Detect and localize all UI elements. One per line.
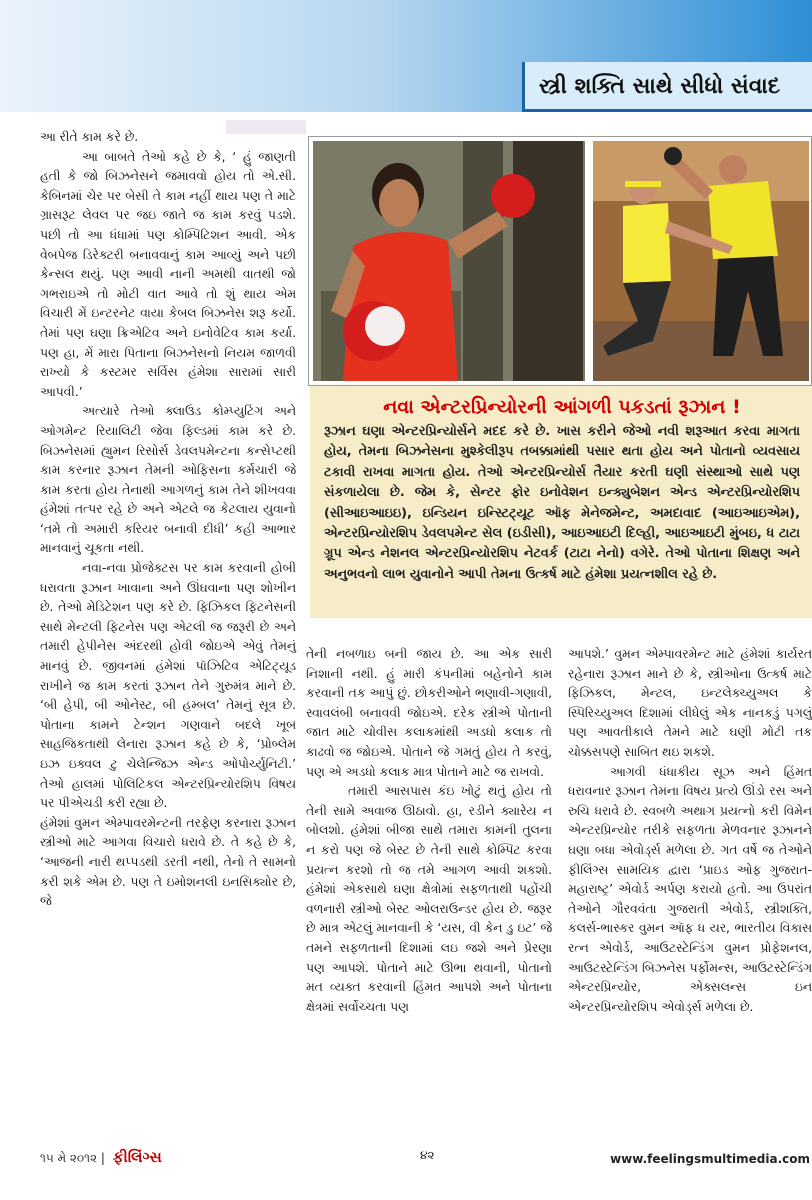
paragraph: તેની નબળાઇ બની જાય છે. આ એક સારી નિશાની નથી. હું મારી કંપનીમાં બહેનોને કામ કરવાની તક આપું છું. છોકરીઓને ભણાવી-ગણાવી, સ્વાવલંબી બનાવવી જોઇએ. દરેક સ્ત્રીએ પોતાની જાત માટે ચોવીસ કલાકમાંથી અડધો કલાક તો કાઢવો જ જોઇએ. પોતાને જે ગમતું હોય તે કરવું, પણ એ અડધો કલાક માત્ર પોતાને માટે જ રાખવો. xyxy=(306,647,552,779)
paragraph: તમારી આસપાસ કંઇ ખોટું થતું હોય તો તેની સામે અવાજ ઊઠાવો. હા, રડીને ક્યારેય ન બોલશો. હંમેશાં બીજા સાથે તમારા કામની તુલના ન કરો પણ જે બેસ્ટ છે તેની સાથે કોમ્પિટ કરવા પ્રયત્ન કરશો તો જ તમે આગળ આવી શકશો. હંમેશાં એકસાથે ઘણા ક્ષેત્રોમાં સફળતાથી પહોંચી વળનારી સ્ત્રીઓ બેસ્ટ ઓલરાઉન્ડર હોય છે. જરૂર છે માત્ર એટલું માનવાની કે ‘યસ, વી કેન ડુ ઇટ’ જે તમને સફળતાની દિશામાં લઇ જશે અને પ્રેરણા પણ આપશે. પોતાને માટે ઊભા થવાની, પોતાનો મત વ્યક્ત કરવાની હિંમત આપશે અને પોતાના ક્ષેત્રમાં સર્વોચ્ચતા પણ xyxy=(306,784,552,1014)
magazine-brand: ફીલિંગ્સ xyxy=(112,1148,162,1166)
photo-strip xyxy=(308,136,812,386)
paragraph: આગવી ધંધાકીય સૂઝ અને હિંમત ધરાવનાર રૂઝાન તેમના વિષય પ્રત્યે ઊંડો રસ અને રુચિ ધરાવે છે. સ્વબળે અથાગ પ્રયત્નો કરી વિમેન એન્ટરપ્રિન્યોર તરીકે સફળતા મેળવનાર રૂઝાનને ઘણા બધા એવોર્ડ્સ મળેલા છે. ગત વર્ષે જ તેઓને ફીલિંગ્સ સામયિક દ્વારા ‘પ્રાઇડ ઓફ ગુજરાત-મહારાષ્ટ્ર’ એવોર્ડ અર્પણ કરાયો હતો. આ ઉપરાંત તેઓને ગૌરવવંતા ગુજરાતી એવોર્ડ, સ્ત્રીશક્તિ, કલર્સ-ભાસ્કર વુમન ઑફ ધ યર, ભારતીય વિકાસ રત્ન એવોર્ડ, આઉટસ્ટેન્ડિંગ વુમન પ્રોફેશનલ, આઉટસ્ટેન્ડિંગ બિઝનેસ પર્ફોમન્સ, આઉટસ્ટેન્ડિંગ એન્ટરપ્રિન્યોર, એક્સલન્સ ઇન એન્ટરપ્રિન્યોરશિપ એવોર્ડ્સ મળેલા છે. xyxy=(568,764,812,1014)
paragraph: નવા-નવા પ્રોજેક્ટસ પર કામ કરવાની હોબી ધરાવતા રૂઝાન ખાવાના અને ઊંઘવાના પણ શોખીન છે. તેઓ મેડિટેશન પણ કરે છે. ફિઝિકલ ફિટનેસની સાથે મેન્ટલી ફિટનેસ પણ એટલી જ જરૂરી છે અને તમારી હેપીનેસ અંદરથી હોવી જોઇએ એવું તેમનું માનવું છે. જીવનમાં હંમેશાં પૉઝિટિવ એટિટ્યૂડ રાખીને જ કામ કરતાં રૂઝાન તેને ગુરુમંત્ર માને છે. ‘બી હેપી, બી ઓનેસ્ટ, બી હમ્બલ’ તેમનું સૂત્ર છે. પોતાના કામને ટેન્શન ગણવાને બદલે ખૂબ સાહજિકતાથી લેનારા રૂઝાન કહે છે કે, ‘પ્રોબ્લેમ ઇઝ ઇક્વલ ટુ ચેલેન્જિઝ એન્ડ ઓપોર્ચ્યુનિટી.’ તેઓ હાલમાં પોલિટિકલ એન્ટરપ્રિન્યોરશિપ વિષય પર પીએચડી કરી રહ્યા છે. xyxy=(40,561,296,811)
highlight-text: રૂઝાન ઘણા એન્ટરપ્રિન્યોર્સને મદદ કરે છે. ખાસ કરીને જેઓ નવી શરૂઆત કરવા માગતા હોય, તેમના બિઝનેસના મુશ્કેલીરૂપ તબક્કામાંથી પસાર થતા હોય અને પોતાનો વ્યવસાય ટકાવી રાખવા માગતા હોય. તેઓ એન્ટરપ્રિન્યોર્સ તૈયાર કરતી ઘણી સંસ્થાઓ સાથે પણ સંકળાયેલા છે. જેમ કે, સેન્ટર ફોર ઇનોવેશન ઇન્ક્યુબેશન એન્ડ એન્ટરપ્રિન્યોરશિપ (સીઆઇઆઇઇ), ઇન્ડિયન ઇન્સ્ટિટ્યૂટ ઑફ મેનેજમેન્ટ, અમદાવાદ (આઇઆઇએમ), એન્ટરપ્રિન્યોરશિપ ડેવલપમેન્ટ સેલ (ઇડીસી), આઇઆઇટી દિલ્હી, આઇઆઇટી મુંબઇ, ધ ટાટા ગ્રૂપ એન્ડ નેશનલ એન્ટરપ્રિન્યોરશિપ નેટવર્ક (ટાટા નેનો) વગેરે. તેઓ પોતાના શિક્ષણ અને અનુભવનો લાભ યુવાનોને આપી તેમના ઉત્કર્ષ માટે હંમેશા પ્રયત્નશીલ રહે છે. xyxy=(324,424,800,582)
paragraph: આ બાબતે તેઓ કહે છે કે, ‘ હું જાણતી હતી કે જો બિઝનેસને જમાવવો હોય તો એ.સી. કેબિનમાં ચેર પર બેસી તે કામ નહીં થાય પણ તે માટે ગ્રાસરૂટ લેવલ પર જઇ જાતે જ કામ કરવું પડશે. પછી તો આ ધંધામાં પણ કોમ્પિટિશન આવી. એક વેબપેજ ડિરેક્ટરી બનાવવાનું કામ આવ્યું અને પછી કેન્સલ થયું. પણ આવી નાની અમથી વાતથી જો ગભરાઇએ તો મોટી વાત આવે તો શું થાય એમ વિચારી મેં ઇન્ટરનેટ વાયા કેબલ બિઝનેસ શરૂ કર્યો. તેમાં પણ ઘણા ક્રિએટિવ અને ઇનોવેટિવ કામ કર્યા. પણ હા, મેં મારા પિતાના બિઝનેસનો નિયમ જાળવી રાખ્યો કે કસ્ટમર સર્વિસ હંમેશા સારામાં સારી આપવી.’ xyxy=(40,149,296,399)
sparring-pair-illustration xyxy=(593,141,809,381)
article-column-3 xyxy=(568,645,812,1017)
article-column-1 xyxy=(40,128,296,912)
paragraph: આપશે.’ વુમન એમ્પાવરમેન્ટ માટે હંમેશાં કાર્યરત રહેનારા રૂઝાન માને છે કે, સ્ત્રીઓના ઉત્કર્ષ માટે ફિઝિકલ, મેન્ટલ, ઇન્ટલેક્ચ્યુઅલ કે સ્પિરિચ્યુઅલ દિશામાં લીધેલું એક નાનકડું પગલું પણ આવતીકાલે તેમને માટે ઘણી મોટી તક ચોક્કસપણે સાબિત થઇ શકશે. xyxy=(568,647,812,759)
highlight-title: નવા એન્ટરપ્રિન્યોરની આંગળી પકડતાં રૂઝાન ! xyxy=(383,396,741,418)
paragraph: આ રીતે કામ કરે છે. xyxy=(40,130,139,144)
section-title: સ્ત્રી શક્તિ સાથે સીધો સંવાદ xyxy=(522,62,812,112)
issue-date: ૧૫ મે ૨૦૧૨ | xyxy=(40,1151,105,1165)
photo-boxing-woman xyxy=(313,141,585,381)
paragraph: અત્યારે તેઓ ક્લાઉડ કોમ્પ્યુટિંગ અને ઓગમેન્ટ રિયાલિટી જેવા ફિલ્ડમાં કામ કરે છે. બિઝનેસમાં હ્યુમન રિસોર્સ ડેવલપમેન્ટના કન્સેપ્ટથી કામ કરનાર રૂઝાન તેમની ઓફિસના કર્મચારી જે કામ કરતા હોય તેનાથી આગળનું કામ તેને શીખવવા હંમેશાં તત્પર રહે છે અને એટલે જ કેટલાય યુવાનો ‘તમે તો અમારી કરિયર બનાવી દીધી’ કહી આભાર માનવાનું ચૂકતા નથી. xyxy=(40,404,296,556)
footer-issue xyxy=(40,1148,162,1166)
paragraph: હંમેશાં વુમન એમ્પાવરમેન્ટની તરફેણ કરનારા રૂઝાન સ્ત્રીઓ માટે આગવા વિચારો ધરાવે છે. તે કહે છે કે, ‘આજની નારી થપ્પડથી ડરતી નથી, તેનો તે સામનો કરી શકે એમ છે. પણ તે ઇમોશનલી ઇનસિક્યોર છે, જે xyxy=(40,815,296,909)
highlight-box xyxy=(310,386,812,618)
boxing-woman-illustration xyxy=(313,141,585,381)
photo-sparring-pair xyxy=(593,141,809,381)
website-url: www.feelingsmultimedia.com xyxy=(610,1152,810,1166)
article-column-2 xyxy=(306,645,552,1017)
page-number: ૪૨ xyxy=(420,1148,435,1162)
